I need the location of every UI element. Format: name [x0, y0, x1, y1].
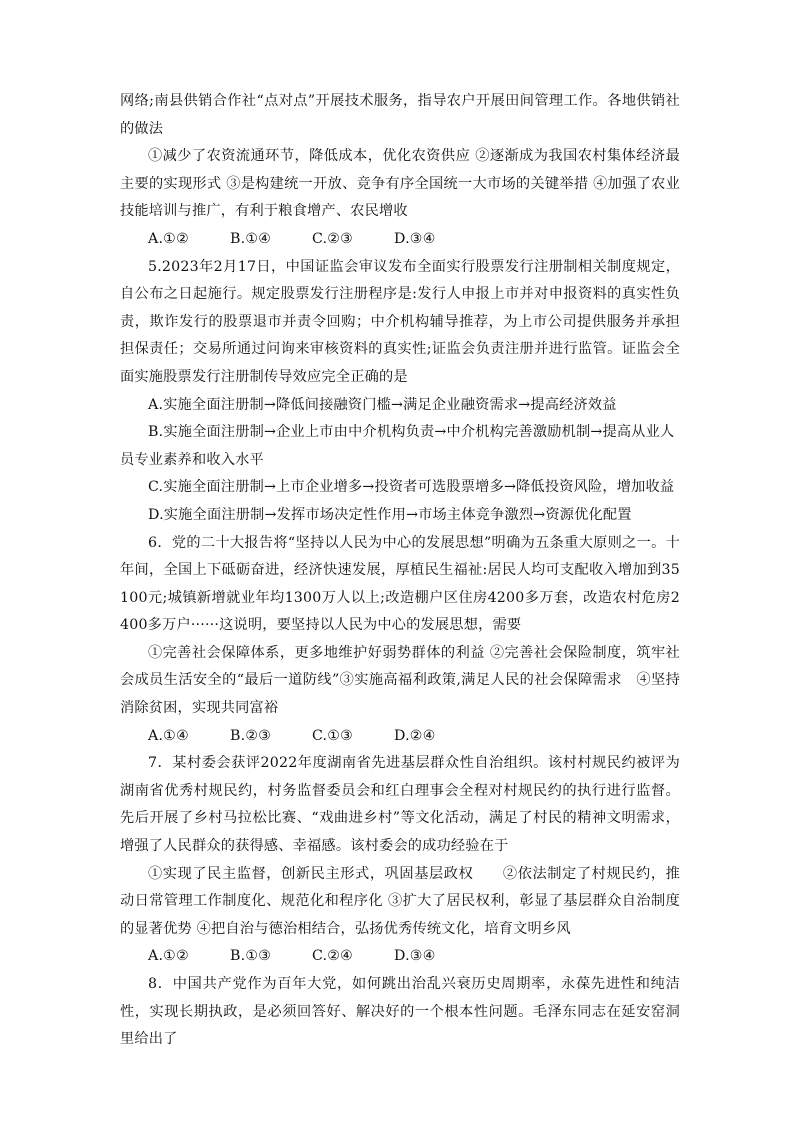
q7-options: [120, 943, 680, 971]
q7-statements: ①实现了民主监督，创新民主形式，巩固基层政权 ②依法制定了村规民约，推动日常管理工作制度化、规范化和程序化 ③扩大了居民权利，彰显了基层群众自治制度的显著优势 ④把自治与德治相结合，弘扬优秀传统文化，培育文明乡风: [120, 865, 680, 937]
q6-option-c: C.①③: [312, 727, 354, 744]
q4-stem-continuation: 网络;南县供销合作社“点对点”开展技术服务，指导农户开展田间管理工作。各地供销社的做法: [120, 93, 680, 137]
q6-option-b: B.②③: [230, 727, 272, 744]
q4-option-d: D.③④: [394, 230, 436, 247]
q6-option-a: A.①④: [148, 727, 189, 744]
q5-stem: 5.2023年2月17日，中国证监会审议发布全面实行股票发行注册制相关制度规定，自公布之日起施行。规定股票发行注册程序是:发行人申报上市并对申报资料的真实性负责，欺诈发行的股票退市并责令回购；中介机构辅导推荐，为上市公司提供服务并承担担保责任；交易所通过问询来审核资料的真实性;证监会负责注册并进行监管。证监会全面实施股票发行注册制传导效应完全正确的是: [120, 258, 680, 385]
q4-statements: ①减少了农资流通环节，降低成本，优化农资供应 ②逐渐成为我国农村集体经济最主要的实现形式 ③是构建统一开放、竞争有序全国统一大市场的关键举措 ④加强了农业技能培训与推广，有利于粮食增产、农民增收: [120, 148, 680, 220]
q4-option-c: C.②③: [312, 230, 354, 247]
q5-option-c: C.实施全面注册制→上市企业增多→投资者可选股票增多→降低投资风险，增加收益: [148, 479, 675, 496]
q7-option-c: C.②④: [312, 948, 354, 965]
q8-stem: 8．中国共产党作为百年大党，如何跳出治乱兴衰历史周期率，永葆先进性和纯洁性，实现长期执政，是必须回答好、解决好的一个根本性问题。毛泽东同志在延安窑洞里给出了: [120, 976, 680, 1048]
q6-statements: ①完善社会保障体系，更多地维护好弱势群体的利益 ②完善社会保险制度，筑牢社会成员生活安全的“最后一道防线”③实施高福利政策,满足人民的社会保障需求 ④坚持消除贫困，实现共同富裕: [120, 644, 680, 717]
q6-option-d: D.②④: [394, 727, 436, 744]
document-body: [120, 88, 680, 1054]
q7-option-a: A.①②: [148, 948, 189, 965]
q5-option-a: A.实施全面注册制→降低间接融资门槛→满足企业融资需求→提高经济效益: [148, 396, 617, 413]
q5-option-b-line2: 员专业素养和收入水平: [120, 451, 264, 468]
q5-option-b-line1: B.实施全面注册制→企业上市由中介机构负责→中介机构完善激励机制→提高从业人: [148, 424, 675, 441]
q4-option-a: A.①②: [148, 230, 189, 247]
q5-option-d: D.实施全面注册制→发挥市场决定性作用→市场主体竞争激烈→资源优化配置: [148, 506, 632, 523]
q4-option-b: B.①④: [230, 230, 272, 247]
q6-options: [120, 723, 680, 751]
q7-stem: 7．某村委会获评2022年度湖南省先进基层群众性自治组织。该村村规民约被评为湖南省优秀村规民约，村务监督委员会和红白理事会全程对村规民约的执行进行监督。先后开展了乡村马拉松比赛、“戏曲进乡村”等文化活动，满足了村民的精神文明需求，增强了人民群众的获得感、幸福感。该村委会的成功经验在于: [120, 755, 680, 855]
q4-options: [120, 226, 680, 254]
q7-option-b: B.①③: [230, 948, 272, 965]
q6-stem: 6．党的二十大报告将“坚持以人民为中心的发展思想”明确为五条重大原则之一。十年间，全国上下砥砺奋进，经济快速发展，厚植民生福祉:居民人均可支配收入增加到35100元;城镇新增就业年均1300万人以上;改造棚户区住房4200多万套，改造农村危房2400多万户······这说明，要坚持以人民为中心的发展思想，需要: [120, 534, 680, 634]
q7-option-d: D.③④: [394, 948, 436, 965]
